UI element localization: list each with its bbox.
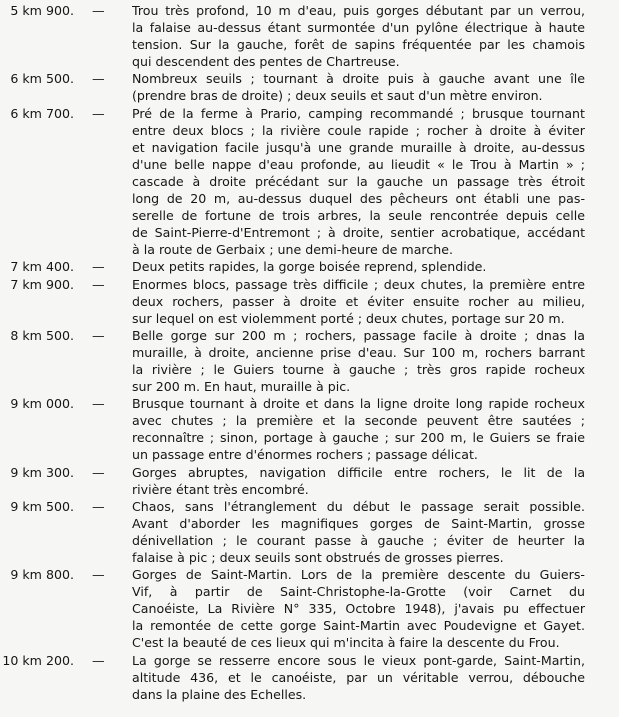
entry-line: serelle de fortune de trois arbres, la seule rencontrée depuis celle: [132, 208, 586, 224]
entry-description: [132, 652, 585, 703]
itinerary-entry: [0, 652, 619, 703]
entry-line: deux rochers, passer à droite et éviter ensuite rocher au milieu,: [132, 293, 586, 309]
entry-line: dans la plaine des Echelles.: [132, 686, 307, 702]
itinerary-entry: [0, 327, 619, 395]
entry-line: Pré de la ferme à Prario, camping recommandé ; brusque tournant: [132, 105, 585, 121]
entry-dash: —: [92, 498, 105, 514]
entry-line: d'une belle nappe d'eau profonde, au lieudit « le Trou à Martin » ;: [132, 156, 586, 172]
entry-distance: 5 km 900.: [10, 3, 74, 18]
entry-line: la falaise au-dessus étant surmontée d'un pylône électrique à haute: [132, 20, 586, 36]
entry-line: Chaos, sans l'étranglement du début le passage serait possible.: [132, 498, 585, 514]
itinerary-entry: [0, 276, 619, 327]
entry-line: un passage entre d'énormes rochers ; passage délicat.: [132, 447, 478, 463]
entry-line: muraille, à droite, ancienne prise d'eau. Sur 100 m, rochers barrant: [132, 344, 586, 360]
entry-distance: 9 km 500.: [10, 498, 74, 514]
entry-dash: —: [92, 327, 105, 343]
entry-line: sur 200 m. En haut, muraille à pic.: [132, 379, 351, 395]
entry-line: Canoéiste, La Rivière N° 335, Octobre 1948), j'avais pu effectuer: [132, 601, 586, 617]
entry-description: [132, 2, 585, 70]
entry-line: C'est la beauté de ces lieux qui m'incita à faire la descente du Frou.: [132, 635, 560, 651]
entry-description: [132, 258, 585, 275]
entry-description: [132, 566, 585, 651]
entry-dash: —: [92, 3, 105, 18]
entry-distance: 9 km 300.: [10, 464, 74, 480]
entry-line: (prendre bras de droite) ; deux seuils et saut d'un mètre environ.: [132, 88, 543, 104]
entry-line: cascade à droite précédant sur la gauche un passage très étroit: [132, 173, 585, 189]
itinerary-list: [0, 2, 619, 703]
entry-description: [132, 70, 585, 104]
entry-line: dénivellation ; le courant passe à gauche ; éviter de heurter la: [132, 532, 586, 548]
itinerary-entry: [0, 2, 619, 70]
entry-line: altitude 436, et le canoéiste, par un véritable verrou, débouche: [132, 669, 585, 685]
entry-line: avec chutes ; la première et la seconde peuvent être sautées ;: [132, 413, 585, 429]
itinerary-entry: [0, 395, 619, 463]
entry-line: Gorges abruptes, navigation difficile entre rochers, le lit de la: [132, 464, 586, 480]
entry-dash: —: [92, 105, 105, 121]
itinerary-entry: [0, 566, 619, 651]
itinerary-entry: [0, 105, 619, 259]
entry-line: rivière étant très encombré.: [132, 481, 309, 497]
entry-distance: 7 km 400.: [10, 259, 74, 275]
entry-distance: 6 km 500.: [10, 71, 74, 87]
entry-dash: —: [92, 652, 105, 668]
itinerary-entry: [0, 464, 619, 498]
entry-line: falaise à pic ; deux seuils sont obstrués de grosses pierres.: [132, 550, 504, 565]
entry-line: la remontée de cette gorge Saint-Martin avec Poudevigne et Gayet.: [132, 618, 585, 634]
entry-distance: 9 km 800.: [10, 567, 74, 583]
entry-line: de Saint-Pierre-d'Entremont ; à droite, sentier acrobatique, accédant: [132, 225, 586, 241]
entry-distance: 8 km 500.: [10, 327, 74, 343]
entry-dash: —: [92, 567, 105, 583]
entry-description: [132, 276, 585, 327]
entry-line: Gorges de Saint-Martin. Lors de la première descente du Guiers-: [132, 567, 585, 583]
entry-description: [132, 105, 585, 259]
entry-line: tension. Sur la gauche, forêt de sapins fréquentée par les chamois: [132, 37, 586, 53]
entry-line: Vif, à partir de Saint-Christophe-la-Grotte (voir Carnet du: [132, 584, 586, 600]
entry-description: [132, 327, 585, 395]
entry-line: entre deux blocs ; la rivière coule rapide ; rocher à droite à éviter: [132, 122, 585, 138]
entry-line: et navigation facile jusqu'à une grande muraille à droite, au-dessus: [132, 139, 586, 155]
entry-line: reconnaître ; sinon, portage à gauche ; sur 200 m, le Guiers se fraie: [132, 430, 585, 446]
entry-dash: —: [92, 396, 105, 412]
itinerary-entry: [0, 498, 619, 566]
entry-line: Deux petits rapides, la gorge boisée reprend, splendide.: [132, 259, 487, 275]
entry-description: [132, 498, 585, 566]
entry-dash: —: [92, 276, 105, 292]
entry-distance: 7 km 900.: [10, 276, 74, 292]
itinerary-entry: [0, 70, 619, 104]
entry-description: [132, 464, 585, 498]
entry-description: [132, 395, 585, 463]
entry-line: La gorge se resserre encore sous le vieux pont-garde, Saint-Martin,: [132, 652, 586, 668]
entry-distance: 10 km 200.: [2, 652, 74, 668]
entry-line: long de 20 m, au-dessus duquel des pêcheurs ont établi une pas-: [132, 191, 586, 207]
entry-line: Enormes blocs, passage très difficile ; deux chutes, la première entre: [132, 276, 585, 292]
entry-line: sur lequel on est violemment porté ; deux chutes, portage sur 20 m.: [132, 310, 565, 326]
entry-distance: 9 km 000.: [10, 396, 74, 412]
entry-line: qui descendent des pentes de Chartreuse.: [132, 54, 400, 70]
entry-line: à la route de Gerbaix ; une demi-heure de marche.: [132, 242, 453, 258]
itinerary-entry: [0, 258, 619, 275]
entry-line: Trou très profond, 10 m d'eau, puis gorges débutant par un verrou,: [132, 3, 585, 18]
entry-line: Avant d'aborder les magnifiques gorges de Saint-Martin, grosse: [132, 515, 585, 531]
entry-dash: —: [92, 71, 105, 87]
entry-distance: 6 km 700.: [10, 105, 74, 121]
entry-dash: —: [92, 259, 105, 275]
entry-dash: —: [92, 464, 105, 480]
entry-line: Brusque tournant à droite et dans la ligne droite long rapide rocheux: [132, 396, 585, 412]
entry-line: Nombreux seuils ; tournant à droite puis à gauche avant une île: [132, 71, 586, 87]
entry-line: Belle gorge sur 200 m ; rochers, passage facile à droite ; dnas la: [132, 327, 585, 343]
entry-line: la rivière ; le Guiers tourne à gauche ; très gros rapide rocheux: [132, 361, 586, 377]
